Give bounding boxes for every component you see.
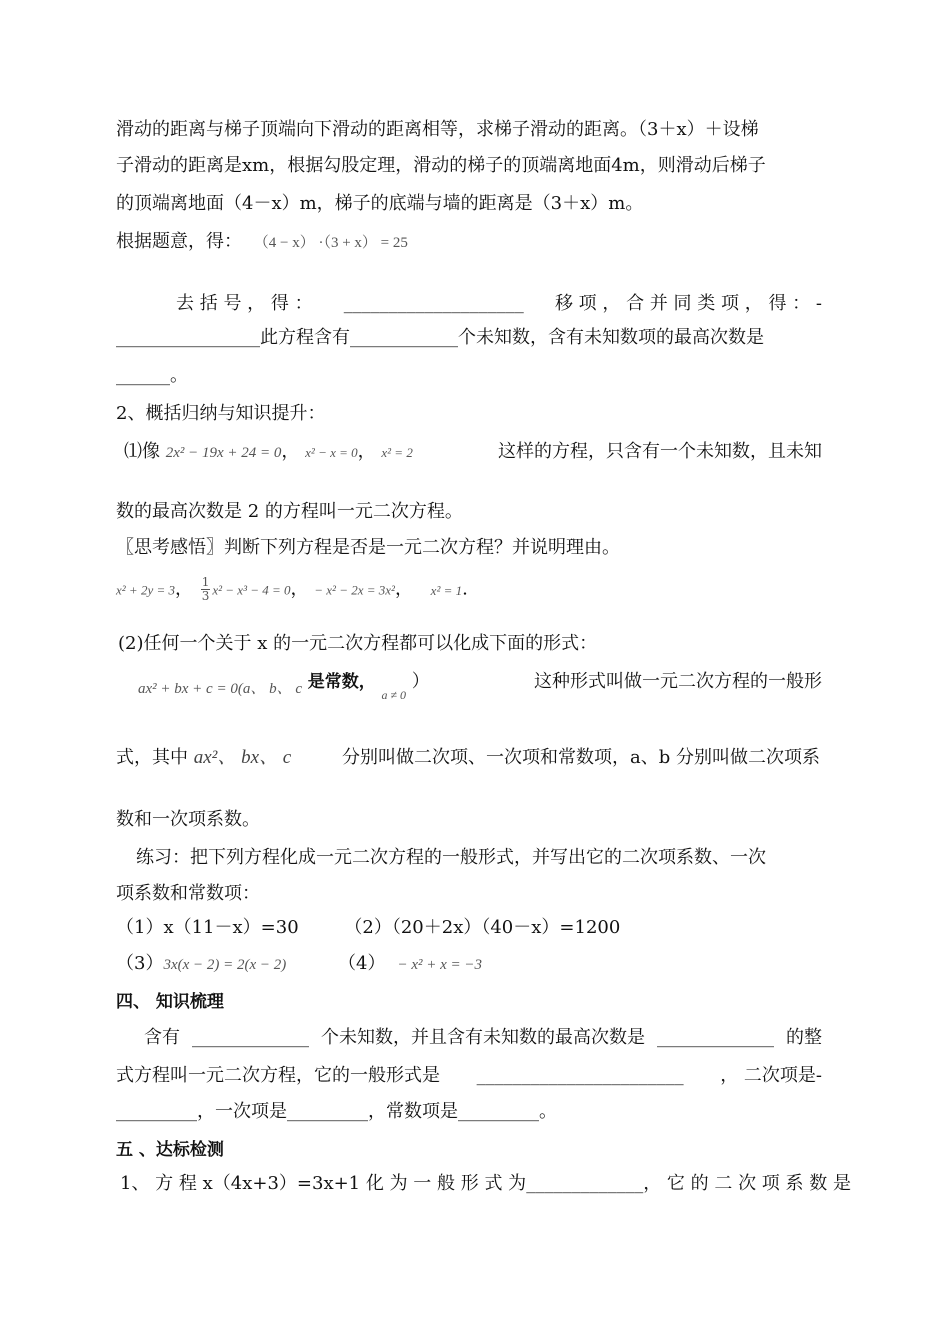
answer-blank[interactable]: ____________________ bbox=[343, 293, 524, 314]
separator: ， bbox=[281, 441, 300, 462]
practice-problem-3: 3x(x − 2) = 2(x − 2) bbox=[163, 957, 287, 973]
general-form-intro: (2)任何一个关于 x 的一元二次方程都可以化成下面的形式： bbox=[118, 633, 598, 654]
definition-intro: ⑴像 bbox=[124, 441, 160, 462]
summary-text: 式方程叫一元二次方程，它的一般形式是 bbox=[116, 1065, 440, 1086]
equation-product: （4 − x） ·（3 + x） = 25 bbox=[253, 235, 408, 251]
example-equation-2: x² − x = 0 bbox=[305, 445, 358, 460]
paragraph-line-2: 子滑动的距离是xm，根据勾股定理，滑动的梯子的顶端离地面4m，则滑动后梯子 bbox=[116, 155, 766, 176]
constant-note: 是常数， bbox=[307, 672, 376, 692]
practice-problem-2: （2）（20＋2x）（40－x）=1200 bbox=[344, 917, 621, 938]
answer-blank[interactable]: _______________________ bbox=[476, 1065, 684, 1086]
fraction-numerator: 1 bbox=[201, 575, 210, 589]
answer-blank[interactable]: _____________ bbox=[192, 1027, 309, 1048]
degree-label: 个未知数，含有未知数项的最高次数是 bbox=[458, 327, 764, 348]
test-question-1 bbox=[120, 1172, 851, 1196]
definition-line bbox=[124, 440, 822, 465]
equation-intro: 根据题意，得： bbox=[116, 231, 242, 252]
equation-line bbox=[116, 230, 408, 255]
practice-line-2: 项系数和常数项： bbox=[116, 883, 260, 904]
summary-text: ，一次项是 bbox=[197, 1101, 287, 1122]
paragraph-line-1: 滑动的距离与梯子顶端向下滑动的距离相等，求梯子滑动的距离。（3＋x）＋设梯 bbox=[116, 119, 759, 140]
judge-equation-1: x² + 2y = 3 bbox=[116, 582, 175, 598]
nonzero-condition: a ≠ 0 bbox=[381, 688, 407, 702]
answer-blank[interactable]: ________________ bbox=[116, 327, 260, 348]
terms-line bbox=[116, 746, 820, 770]
general-form-text: 这种形式叫做一元二次方程的一般形 bbox=[534, 671, 822, 692]
terms-text: 分别叫做二次项、一次项和常数项，a、b 分别叫做二次项系 bbox=[342, 747, 820, 768]
judge-equations-line bbox=[116, 576, 468, 603]
combine-label: 移 项 ， 合 并 同 类 项 ， 得 ： - bbox=[554, 293, 822, 314]
summary-text: ，常数项是 bbox=[368, 1101, 458, 1122]
fill-line-unknowns bbox=[116, 326, 764, 350]
summary-line-2 bbox=[116, 1064, 822, 1088]
practice-problem-3-label: （3） bbox=[116, 953, 164, 974]
answer-blank[interactable]: _________ bbox=[287, 1101, 368, 1122]
practice-problem-4: − x² + x = −3 bbox=[397, 957, 483, 973]
practice-problems-row-1 bbox=[116, 916, 620, 940]
judge-equation-4: x² = 1 bbox=[430, 582, 463, 598]
summary-text: ， 二次项是- bbox=[720, 1065, 822, 1086]
separator: ， bbox=[394, 578, 413, 600]
summary-text: 个未知数，并且含有未知数的最高次数是 bbox=[321, 1027, 645, 1048]
think-prompt: 〖思考感悟〗判断下列方程是否是一元二次方程？并说明理由。 bbox=[116, 537, 620, 558]
practice-problem-1: （1）x（11－x）=30 bbox=[116, 917, 299, 938]
general-form-line bbox=[138, 670, 822, 707]
judge-equation-3: − x² − 2x = 3x² bbox=[314, 582, 395, 598]
summary-text: 含有 bbox=[144, 1027, 180, 1048]
question-text: ， 它 的 二 次 项 系 数 是 bbox=[643, 1173, 851, 1194]
fraction-denominator: 3 bbox=[201, 589, 210, 603]
definition-text: 这样的方程，只含有一个未知数，且未知 bbox=[498, 441, 822, 462]
practice-line-1: 练习：把下列方程化成一元二次方程的一般形式，并写出它的二次项系数、一次 bbox=[136, 847, 766, 868]
question-text: 1、 方 程 x（4x+3）=3x+1 化 为 一 般 形 式 为 bbox=[120, 1173, 527, 1194]
answer-blank[interactable]: _________ bbox=[116, 1101, 197, 1122]
summary-text: 。 bbox=[539, 1101, 557, 1122]
paragraph-line-3: 的顶端离地面（4－x）m，梯子的底端与墙的距离是（3＋x）m。 bbox=[116, 193, 644, 214]
section-heading-4: 四、 知识梳理 bbox=[116, 992, 224, 1012]
practice-problems-row-2 bbox=[116, 952, 482, 977]
period: . bbox=[462, 578, 468, 600]
judge-equation-2: x² − x³ − 4 = 0 bbox=[212, 582, 291, 598]
practice-problem-4-label: （4） bbox=[338, 953, 386, 974]
section-heading-5: 五 、达标检测 bbox=[116, 1140, 224, 1160]
section-heading-2: 2、概括归纳与知识提升： bbox=[116, 403, 326, 424]
definition-line-2: 数的最高次数是 2 的方程叫一元二次方程。 bbox=[116, 501, 463, 522]
separator: ， bbox=[357, 441, 376, 462]
separator: ， bbox=[290, 578, 309, 600]
close-paren: ） bbox=[411, 671, 430, 692]
fill-line-degree: ______。 bbox=[116, 365, 188, 386]
terms-line-2: 数和一次项系数。 bbox=[116, 809, 260, 830]
general-form-equation: ax² + bx + c = 0(a、 b、 c bbox=[138, 681, 302, 697]
fill-line-expand bbox=[116, 292, 822, 316]
example-equation-3: x² = 2 bbox=[381, 445, 413, 460]
terms-expression: ax²、 bx、 c bbox=[193, 747, 292, 768]
answer-blank[interactable]: _____________ bbox=[526, 1173, 644, 1194]
terms-intro: 式，其中 bbox=[116, 747, 188, 768]
summary-text: 的整 bbox=[786, 1027, 822, 1048]
expand-label: 去 括 号 ， 得 ： bbox=[176, 293, 313, 314]
separator: ， bbox=[174, 578, 193, 600]
fraction-one-third bbox=[201, 576, 211, 603]
answer-blank[interactable]: ____________ bbox=[350, 327, 458, 348]
summary-line-3 bbox=[116, 1100, 557, 1124]
answer-blank[interactable]: _____________ bbox=[657, 1027, 774, 1048]
unknowns-label: 此方程含有 bbox=[260, 327, 350, 348]
example-equation-1: 2x² − 19x + 24 = 0 bbox=[165, 445, 282, 461]
summary-line-1 bbox=[144, 1026, 822, 1050]
answer-blank[interactable]: _________ bbox=[458, 1101, 539, 1122]
